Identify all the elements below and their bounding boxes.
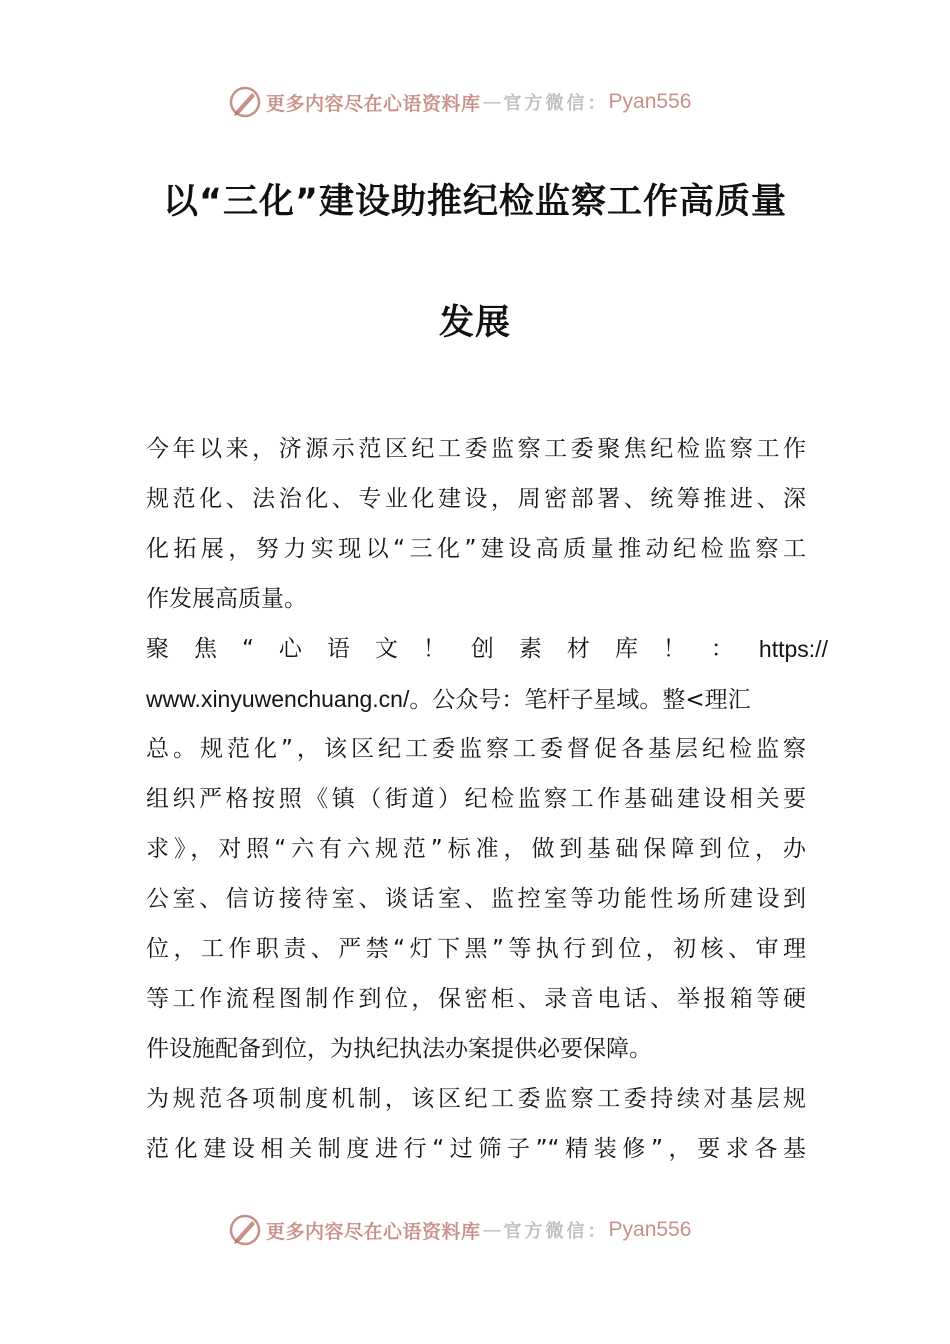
document-body: [146, 424, 828, 1174]
url-link-head[interactable]: https://: [758, 636, 828, 662]
paragraph-line: 范化建设相关制度进行“过筛子”“精装修”，要求各基: [146, 1136, 806, 1162]
paragraph-line: 公室、信访接待室、谈话室、监控室等功能性场所建设到: [146, 886, 806, 912]
paragraph-line-with-url: [146, 624, 828, 674]
watermark-text: 更多内容尽在心语资料库: [266, 92, 481, 115]
paragraph-line: 今年以来，济源示范区纪工委监察工委聚焦纪检监察工作: [146, 436, 806, 462]
paragraph-line: 等工作流程图制作到位，保密柜、录音电话、举报箱等硬: [146, 986, 806, 1012]
paragraph-line: 作发展高质量。: [146, 586, 307, 612]
document-title-line-2: 发展: [438, 303, 511, 343]
paragraph-line: 化拓展，努力实现以“三化”建设高质量推动纪检监察工: [146, 536, 806, 562]
paragraph-text: 。公众号：笔杆子星域。整<理汇: [409, 687, 751, 713]
document-title-line-1: 以“三化”建设助推纪检监察工作高质量: [162, 182, 787, 222]
paragraph-line: 组织严格按照《镇（街道）纪检监察工作基础建设相关要: [146, 786, 806, 812]
pen-logo-icon: [228, 1213, 262, 1247]
watermark-wechat-label: 官方微信：: [503, 93, 609, 114]
watermark-wechat-label: 官方微信：: [503, 1221, 609, 1242]
paragraph-line: 规范化、法治化、专业化建设，周密部署、统筹推进、深: [146, 486, 806, 512]
watermark-banner-top: [0, 82, 950, 122]
paragraph-line: 件设施配备到位，为执纪执法办案提供必要保障。: [146, 1036, 652, 1062]
watermark-text: 更多内容尽在心语资料库: [266, 1220, 481, 1243]
watermark-wechat-id: Pyan556: [608, 1218, 692, 1241]
paragraph-line: 总。规范化”，该区纪工委监察工委督促各基层纪检监察: [146, 736, 806, 762]
url-link-tail[interactable]: www.xinyuwenchuang.cn/: [146, 686, 410, 712]
watermark-wechat-id: Pyan556: [608, 90, 692, 113]
watermark-separator: —: [482, 1219, 502, 1241]
paragraph-line: 为规范各项制度机制，该区纪工委监察工委持续对基层规: [146, 1086, 806, 1112]
pen-logo-icon: [228, 85, 262, 119]
paragraph-line: 求》，对照“六有六规范”标准，做到基础保障到位，办: [146, 836, 806, 862]
paragraph-line-with-url: [146, 674, 806, 724]
paragraph-text: 聚焦“心语文！创素材库！：: [146, 636, 759, 662]
watermark-separator: —: [482, 91, 502, 113]
paragraph-line: 位，工作职责、严禁“灯下黑”等执行到位，初核、审理: [146, 936, 806, 962]
watermark-banner-bottom: [0, 1210, 950, 1250]
